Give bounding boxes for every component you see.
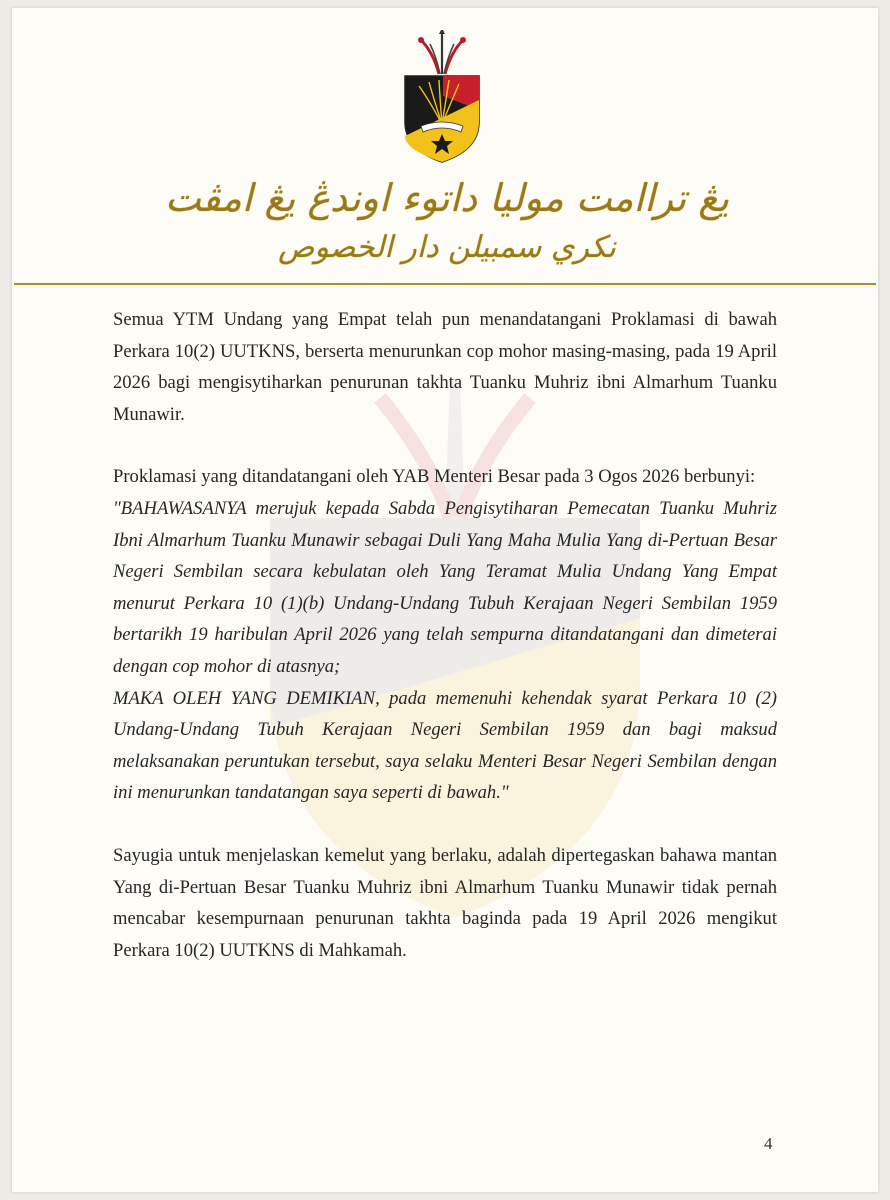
proclamation-quote-2: MAKA OLEH YANG DEMIKIAN, pada memenuhi kehendak syarat Perkara 10 (2) Undang-Undang Tubuh Kerajaan Negeri Sembilan 1959 dan bagi maksud melaksanakan peruntukan tersebut, saya selaku Menteri Besar Negeri Sembilan dengan ini menurunkan tandatangan saya seperti di bawah." [113, 687, 777, 804]
paragraph-1: Semua YTM Undang yang Empat telah pun menandatangani Proklamasi di bawah Perkara 10(2) UUTKNS, berserta menurunkan cop mohor masing-masing, pada 19 April 2026 bagi mengisytiharkan penurunan takhta Tuanku Muhriz ibni Almarhum Tuanku Munawir. [113, 309, 777, 425]
page-number: 4 [764, 1134, 773, 1153]
document-page [12, 8, 878, 1192]
paragraph-3: Sayugia untuk menjelaskan kemelut yang berlaku, adalah dipertegaskan bahawa mantan Yang di-Pertuan Besar Tuanku Muhriz ibni Almarhum Tuanku Munawir tidak pernah mencabar kesempurnaan penurunan takhta baginda pada 19 April 2026 mengikut Perkara 10(2) UUTKNS di Mahkamah. [113, 844, 777, 961]
negeri-sembilan-crest-icon [399, 30, 485, 164]
jawi-heading-line-1: يڠ تراامت موليا داتوء اوندڠ يڠ امڤت [164, 176, 730, 220]
jawi-heading-line-2: نكري سمبيلن دار الخصوص [278, 230, 616, 265]
paragraph-2: Proklamasi yang ditandatangani oleh YAB Menteri Besar pada 3 Ogos 2026 berbunyi: [113, 466, 756, 488]
proclamation-quote-1: "BAHAWASANYA merujuk kepada Sabda Pengisytiharan Pemecatan Tuanku Muhriz Ibni Almarhum Tuanku Munawir sebagai Duli Yang Maha Mulia Yang di-Pertuan Besar Negeri Sembilan secara kebulatan oleh Yang Teramat Mulia Undang Yang Empat menurut Perkara 10 (1)(b) Undang-Undang Tubuh Kerajaan Negeri Sembilan 1959 bertarikh 19 haribulan April 2026 yang telah sempurna ditandatangani dan dimeterai dengan cop mohor di atasnya; [113, 497, 777, 677]
header-divider [14, 283, 876, 285]
document-body [113, 304, 777, 966]
